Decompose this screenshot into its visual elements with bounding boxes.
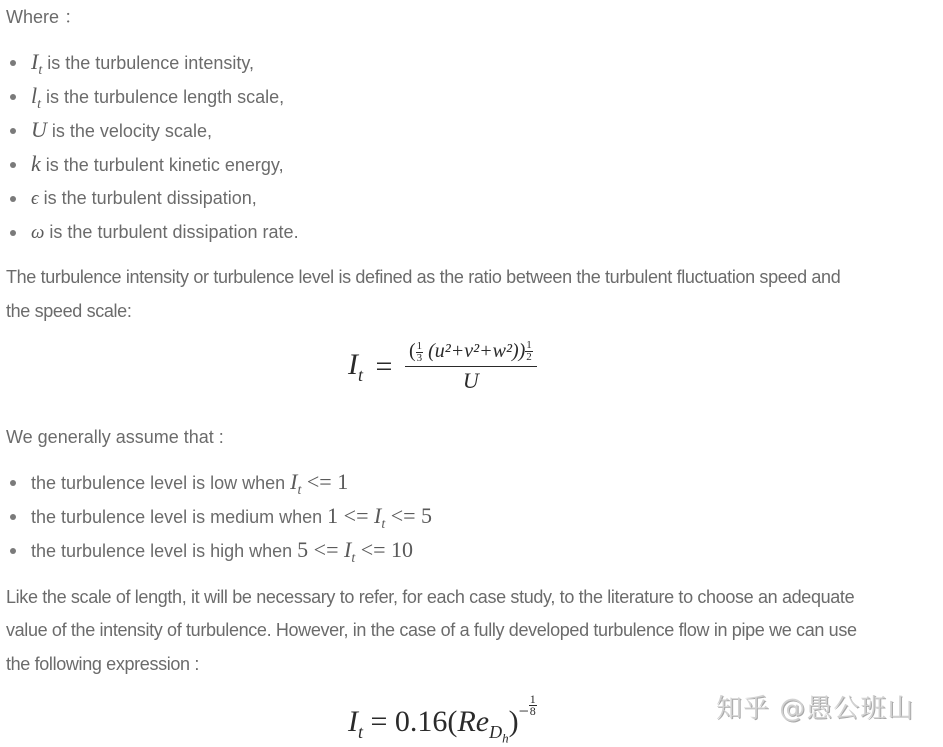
assume-text: We generally assume that : <box>6 427 224 447</box>
math-symbol: U <box>31 117 47 142</box>
list-item <box>0 45 299 79</box>
list-item <box>0 113 299 147</box>
math-symbol: k <box>31 151 41 176</box>
definition-text: is the turbulent dissipation, <box>38 188 257 208</box>
definition-text: is the turbulent kinetic energy, <box>40 155 284 175</box>
eq-denominator: U <box>462 367 479 393</box>
eq-rhs-coef: = 0.16( <box>363 705 458 738</box>
definition-text: is the turbulent dissipation rate. <box>44 222 299 242</box>
eq-numerator: ( $\frac{1}{3}$ (u²+v²+w²)) $\frac{1}{2}$ <box>405 340 537 367</box>
eq-lhs: $I_t$ <box>348 705 364 742</box>
list-item: the turbulence level is high when $5 <= I_t <= 10$ <box>0 533 432 567</box>
bullet-icon <box>10 230 16 236</box>
list-item <box>0 215 299 249</box>
math-symbol: $l_t$ <box>31 83 42 112</box>
list-item <box>0 181 299 215</box>
bullet-icon <box>10 196 16 202</box>
definition-text: is the turbulence length scale, <box>41 87 285 107</box>
pipe-flow-intensity-equation: $I_t = 0.16(Re_{D_h})^-$ $\frac{1}{8}$ <box>348 692 536 746</box>
math-symbol: ϵ <box>31 188 39 209</box>
math-symbol: ω <box>31 222 45 243</box>
turbulence-intensity-equation <box>348 340 537 394</box>
bullet-icon <box>10 514 16 520</box>
list-item: the turbulence level is low when $I_t <= 1$ <box>0 465 432 499</box>
paragraph-line: Like the scale of length, it will be necessary to refer, for each case study, to the literature to choose an adequate <box>6 587 855 607</box>
turbulence-levels-list <box>0 465 432 567</box>
paragraph-line: value of the intensity of turbulence. However, in the case of a fully developed turbulence flow in pipe we can use <box>6 620 857 640</box>
bullet-icon <box>10 162 16 168</box>
paragraph-line: the following expression : <box>6 654 200 674</box>
definition-text: is the turbulence intensity, <box>42 53 254 73</box>
bullet-icon <box>10 128 16 134</box>
intro-text: Where ： <box>6 7 83 27</box>
list-item: the turbulence level is medium when $1 <= I_t <= 5$ <box>0 499 432 533</box>
eq-equals: = <box>375 349 393 383</box>
eq-fraction <box>405 340 537 394</box>
list-item <box>0 79 299 113</box>
eq-lhs: $I_t$ <box>348 347 364 385</box>
watermark: 知乎 @愚公班山 <box>716 694 915 724</box>
definition-text: is the velocity scale, <box>46 121 212 141</box>
bullet-icon <box>10 480 16 486</box>
bullet-icon <box>10 60 16 66</box>
paragraph-line: the speed scale: <box>6 301 132 321</box>
list-item <box>0 147 299 181</box>
paragraph-line: The turbulence intensity or turbulence level is defined as the ratio between the turbulent fluctuation speed and <box>6 267 841 287</box>
bullet-icon <box>10 94 16 100</box>
eq-reynolds: $Re_{D_h}$ <box>457 705 509 746</box>
math-symbol: $I_t$ <box>31 49 43 78</box>
definitions-list <box>0 45 299 249</box>
bullet-icon <box>10 548 16 554</box>
